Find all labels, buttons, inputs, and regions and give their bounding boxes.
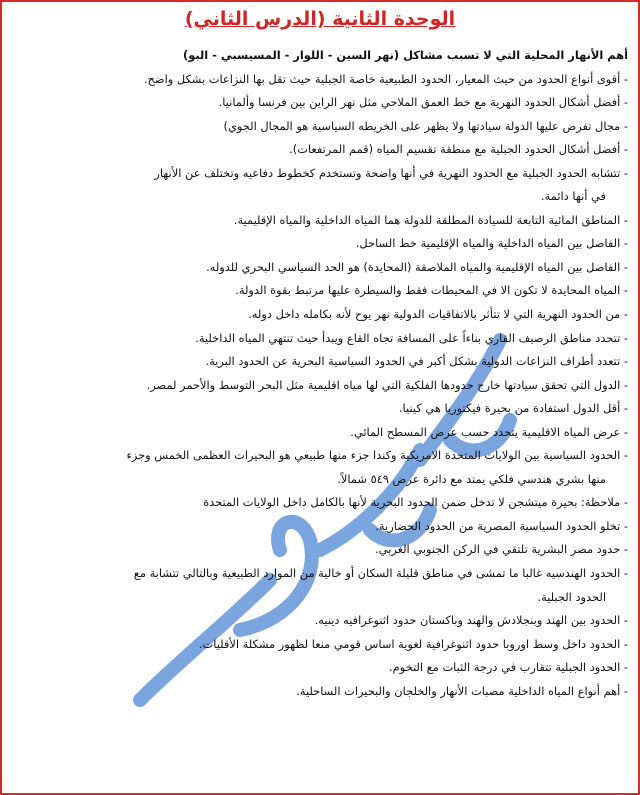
note-line: - أفضل أشكال الحدود النهرية مع خط العمق الملاحي مثل نهر الراين بين فرنسا وألمانيا. xyxy=(218,95,628,110)
note-line: - أقوى أنواع الحدود من حيث المعيار، الحدود الطبيعية خاصة الجبلية حيث تقل بها النزاعات بشكل واضح. xyxy=(143,71,628,86)
note-line: - ملاحظة: بحيرة ميتشجن لا تدخل ضمن الحدود البحرية لأنها بالكامل داخل الولايات المتحدة xyxy=(203,495,628,510)
page-title: الوحدة الثانية (الدرس الثاني) xyxy=(184,8,456,30)
note-line: - المناطق المائية التابعة للسيادة المطلقة للدولة هما المياه الداخلية والمياه الإقليمية. xyxy=(233,212,628,227)
note-line: - تخلو الحدود السياسية المصرية من الحدود الحضارية. xyxy=(375,518,628,533)
note-line: - الحدود داخل وسط اوروبا حدود اثنوغرافية لغوية اساس قومي منعا لظهور مشكلة الأقليات. xyxy=(198,636,628,651)
note-line: - المياه المحايدة لا تكون الا في المحيطات فقط والسيطرة عليها مرتبط بقوة الدولة. xyxy=(235,283,628,298)
note-line: - تتحدد مناطق الرصيف القاري بناءاً على المسافة تجاه القاع ويبدأ حيث تنتهي المياه الداخلية. xyxy=(195,330,628,345)
notes-list xyxy=(12,44,628,703)
note-line: - الحدود بين الهند وبنجلادش والهند وباكستان حدود اثنوغرافيه دينيه. xyxy=(314,613,628,628)
note-line: الحدود الجبلية. xyxy=(537,589,606,604)
note-line: - تتشابه الحدود الجبلية مع الحدود النهرية في أنها واضحة وتستخدم كخطوط دفاعيه وتختلف عن الأنهار xyxy=(154,165,628,180)
note-line: - تتعدد أطراف النزاعات الدولية بشكل أكبر في الحدود السياسية البحرية عن الحدود البرية. xyxy=(205,354,628,369)
note-line: - الدول التي تحقق سيادتها خارج حدودها الفلكية التي لها مياه اقليمية مثل البحر التوسط والأحمر لمصر. xyxy=(146,377,628,392)
note-line: - عرض المياه الاقليمية يتحدد حسب عرض المسطح المائي. xyxy=(350,424,628,439)
note-line: - أهم أنواع المياه الداخلية مصبات الأنهار والخلجان والبحيرات الساحلية. xyxy=(296,683,628,698)
note-line: - أقل الدول استفادة من بحيرة فيكتوريا هي كينيا. xyxy=(398,401,628,416)
note-line: - من الحدود النهرية التي لا تتأثر بالاتفاقيات الدولية نهر يوح لأنه بكامله داخل دوله. xyxy=(248,307,628,322)
note-line: في أنها دائمة. xyxy=(541,189,606,204)
note-line: - الحدود الجبلية تتقارب في درجة الثبات مع التخوم. xyxy=(389,660,628,675)
note-line: - الحدود السياسية بين الولايات المتحدة الامريكية وكندا جزء منها طبيعي هو البحيرات العظمى الخمس وجزء xyxy=(126,448,628,463)
note-line: - الفاصل بين المياه الإقليمية والمياه الملاصقة (المحايدة) هو الحد السياسي البحري للدوله. xyxy=(206,259,628,274)
note-line: منها بشري هندسي فلكي يمتد مع دائرة عرض ٥٤٩ شمالاً. xyxy=(337,471,606,486)
note-line: - مجال تفرض عليها الدولة سيادتها ولا يظهر على الخريطه السياسية هو المجال الجوي) xyxy=(223,118,628,133)
note-line: - الفاصل بين المياه الداخلية والمياه الإقليمية خط الساحل. xyxy=(355,236,628,251)
note-line: - الحدود الهندسيه غالبا ما تمشى في مناطق قليلة السكان أو خالية من الموارد الطبيعية وبالتالي تتشابة مع xyxy=(133,566,628,581)
note-line: - حدود مصر البشرية تلتقي في الركن الجنوبي الغربي. xyxy=(375,542,628,557)
note-line: - أفضل أشكال الحدود الجبلية مع منطقة تقسيم المياه (قمم المرتفعات). xyxy=(289,142,628,157)
note-line: أهم الأنهار المحلية التي لا تسبب مشاكل (نهر السين - اللوار - المسيسبي - البو) xyxy=(182,48,628,62)
